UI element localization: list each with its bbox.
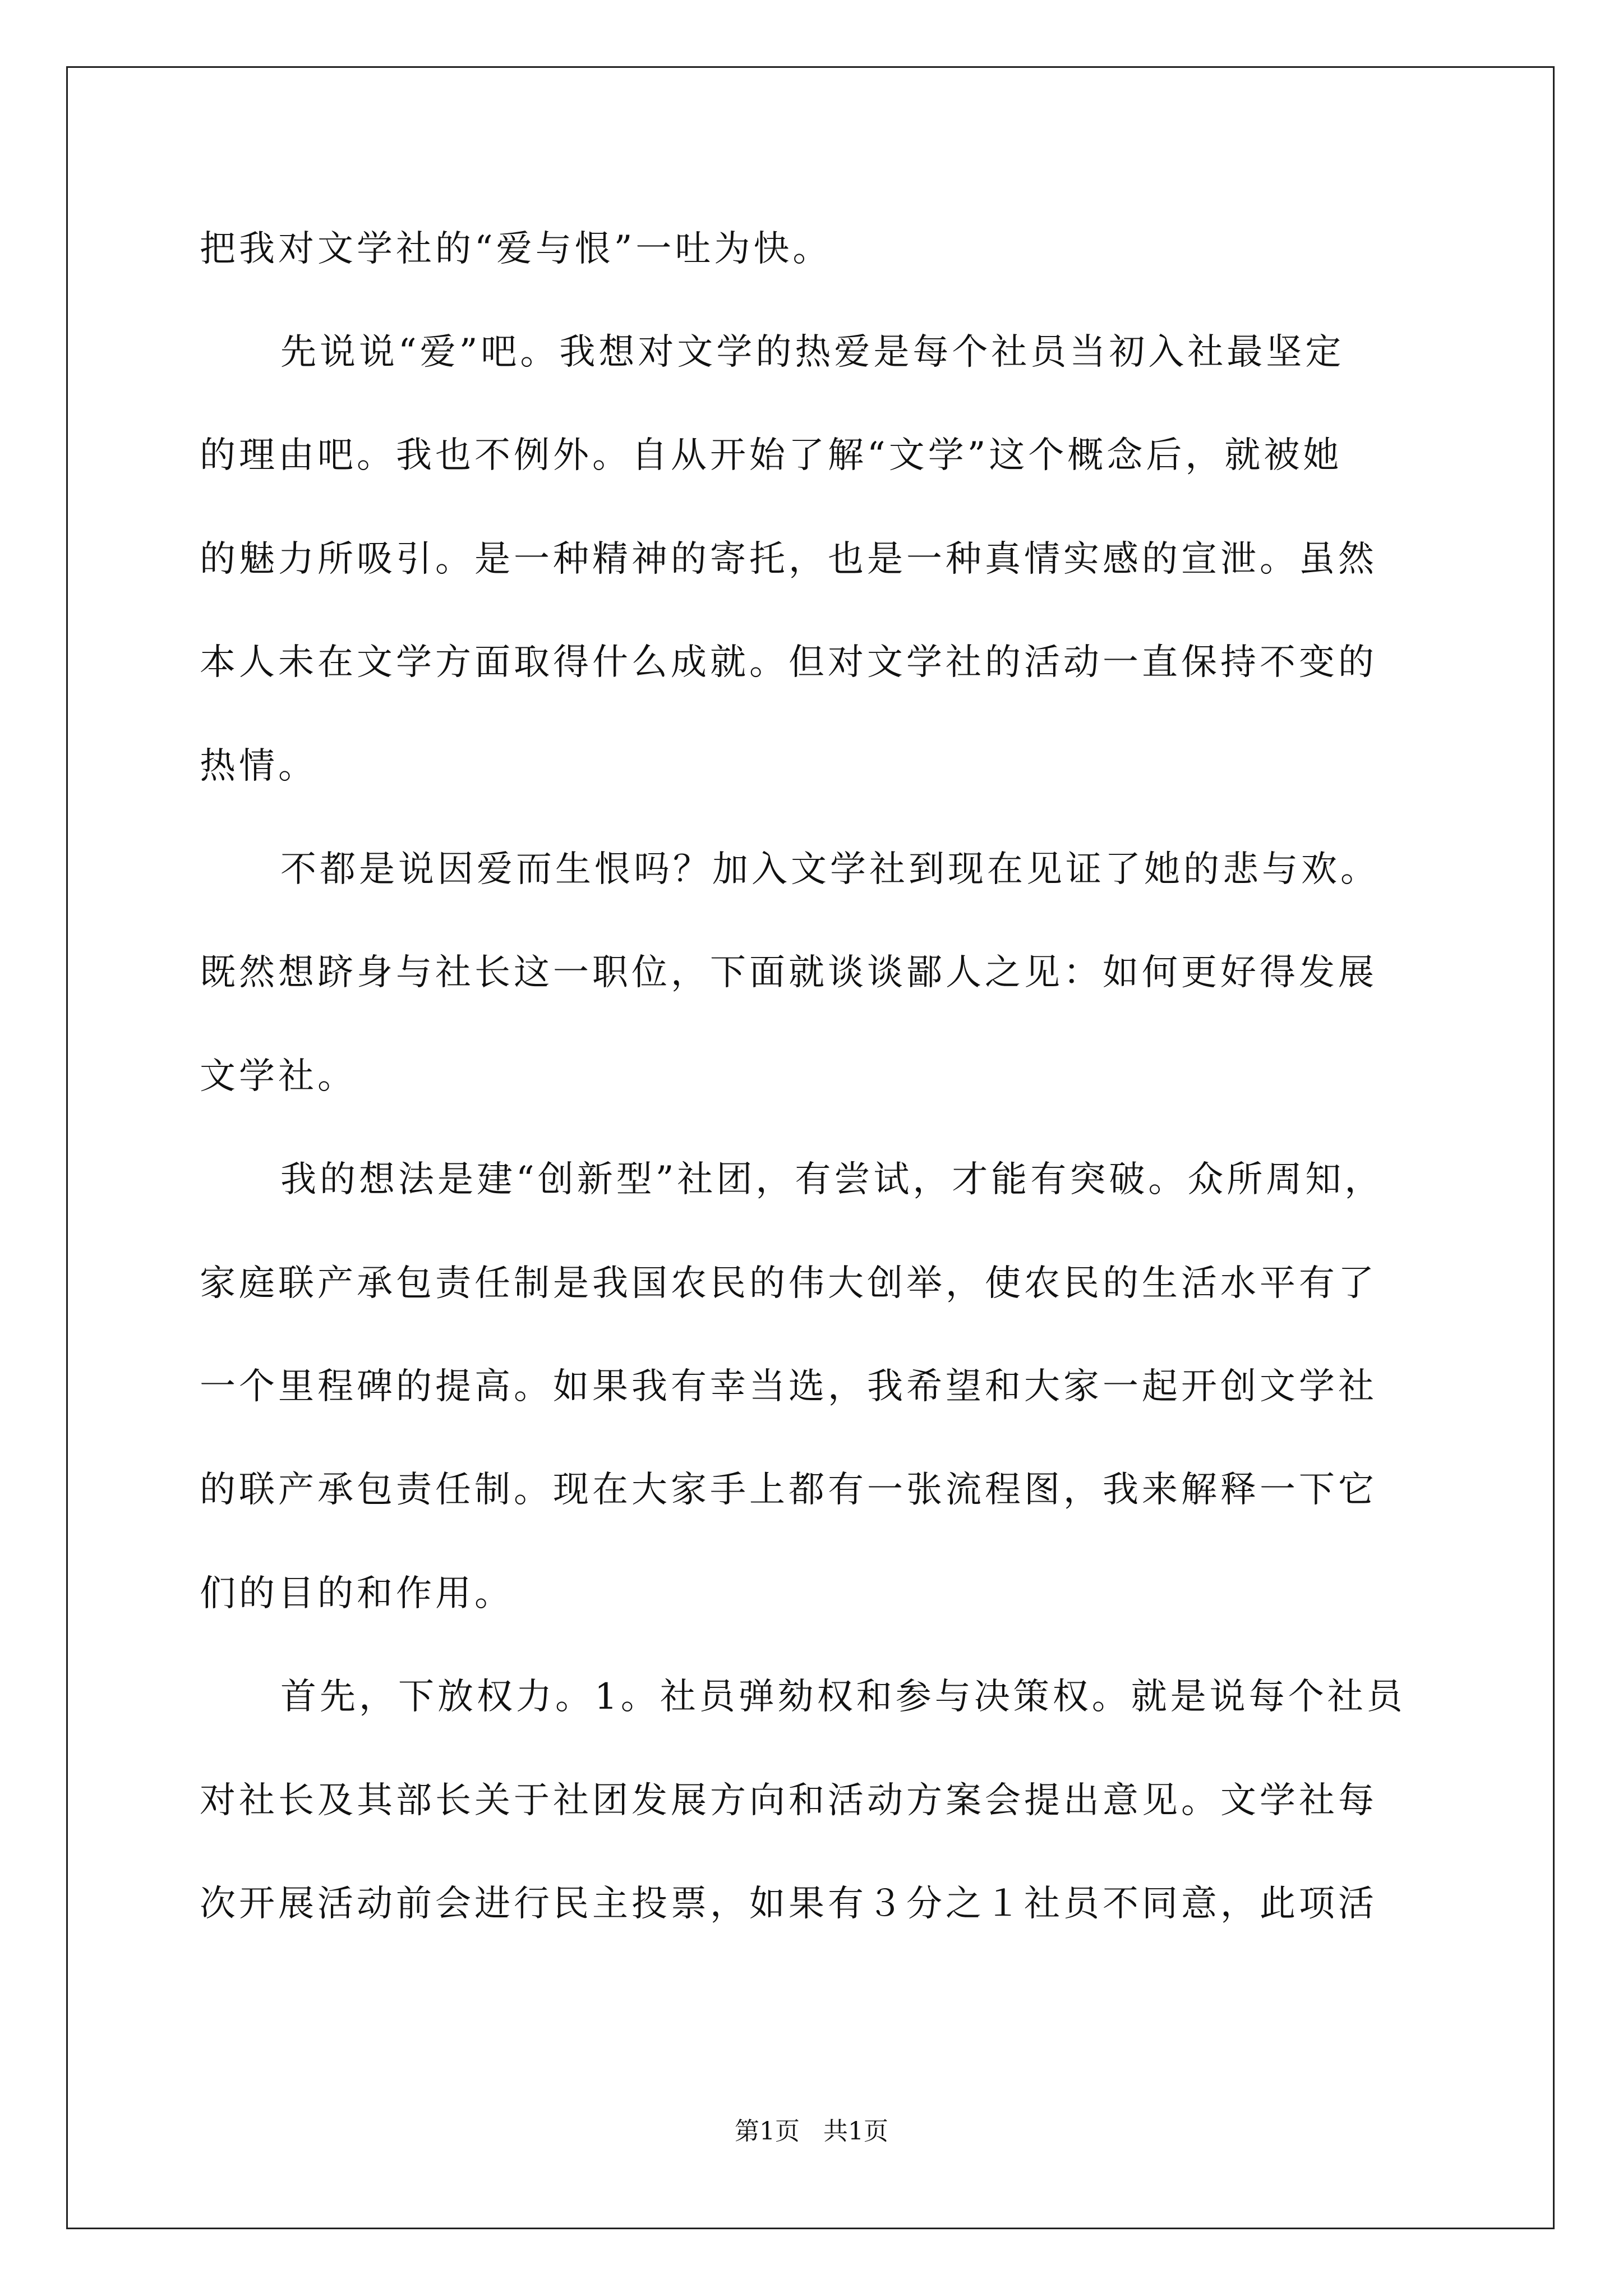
text-line-15: 首先，下放权力。1。社员弹劾权和参与决策权。就是说每个社员 — [280, 1676, 1406, 1718]
text-line-9: 文学社。 — [200, 1056, 357, 1097]
text-line-6: 热情。 — [200, 746, 317, 787]
text-line-3: 的理由吧。我也不例外。自从开始了解“文学”这个概念后，就被她 — [200, 435, 1343, 476]
page-number-total: 共1页 — [823, 2117, 888, 2146]
text-line-16: 对社长及其部长关于社团发展方向和活动方案会提出意见。文学社每 — [200, 1780, 1377, 1821]
text-line-12: 一个里程碑的提高。如果我有幸当选，我希望和大家一起开创文学社 — [200, 1366, 1377, 1407]
text-line-4: 的魅力所吸引。是一种精神的寄托，也是一种真情实感的宣泄。虽然 — [200, 539, 1377, 580]
text-line-10: 我的想法是建“创新型”社团，有尝试，才能有突破。众所周知， — [280, 1159, 1384, 1200]
text-line-8: 既然想跻身与社长这一职位，下面就谈谈鄙人之见：如何更好得发展 — [200, 952, 1377, 993]
text-line-7: 不都是说因爱而生恨吗？加入文学社到现在见证了她的悲与欢。 — [280, 849, 1380, 890]
text-line-14: 们的目的和作用。 — [200, 1573, 514, 1614]
text-line-13: 的联产承包责任制。现在大家手上都有一张流程图，我来解释一下它 — [200, 1469, 1377, 1511]
page-number-current: 第1页 — [735, 2117, 800, 2146]
text-line-17: 次开展活动前会进行民主投票，如果有３分之１社员不同意，此项活 — [200, 1883, 1377, 1925]
text-line-2: 先说说“爱”吧。我想对文学的热爱是每个社员当初入社最坚定 — [280, 332, 1345, 373]
text-line-1: 把我对文学社的“爱与恨”一吐为快。 — [200, 228, 832, 270]
page-footer — [0, 2116, 1623, 2147]
text-line-5: 本人未在文学方面取得什么成就。但对文学社的活动一直保持不变的 — [200, 642, 1377, 683]
text-line-11: 家庭联产承包责任制是我国农民的伟大创举，使农民的生活水平有了 — [200, 1263, 1377, 1304]
